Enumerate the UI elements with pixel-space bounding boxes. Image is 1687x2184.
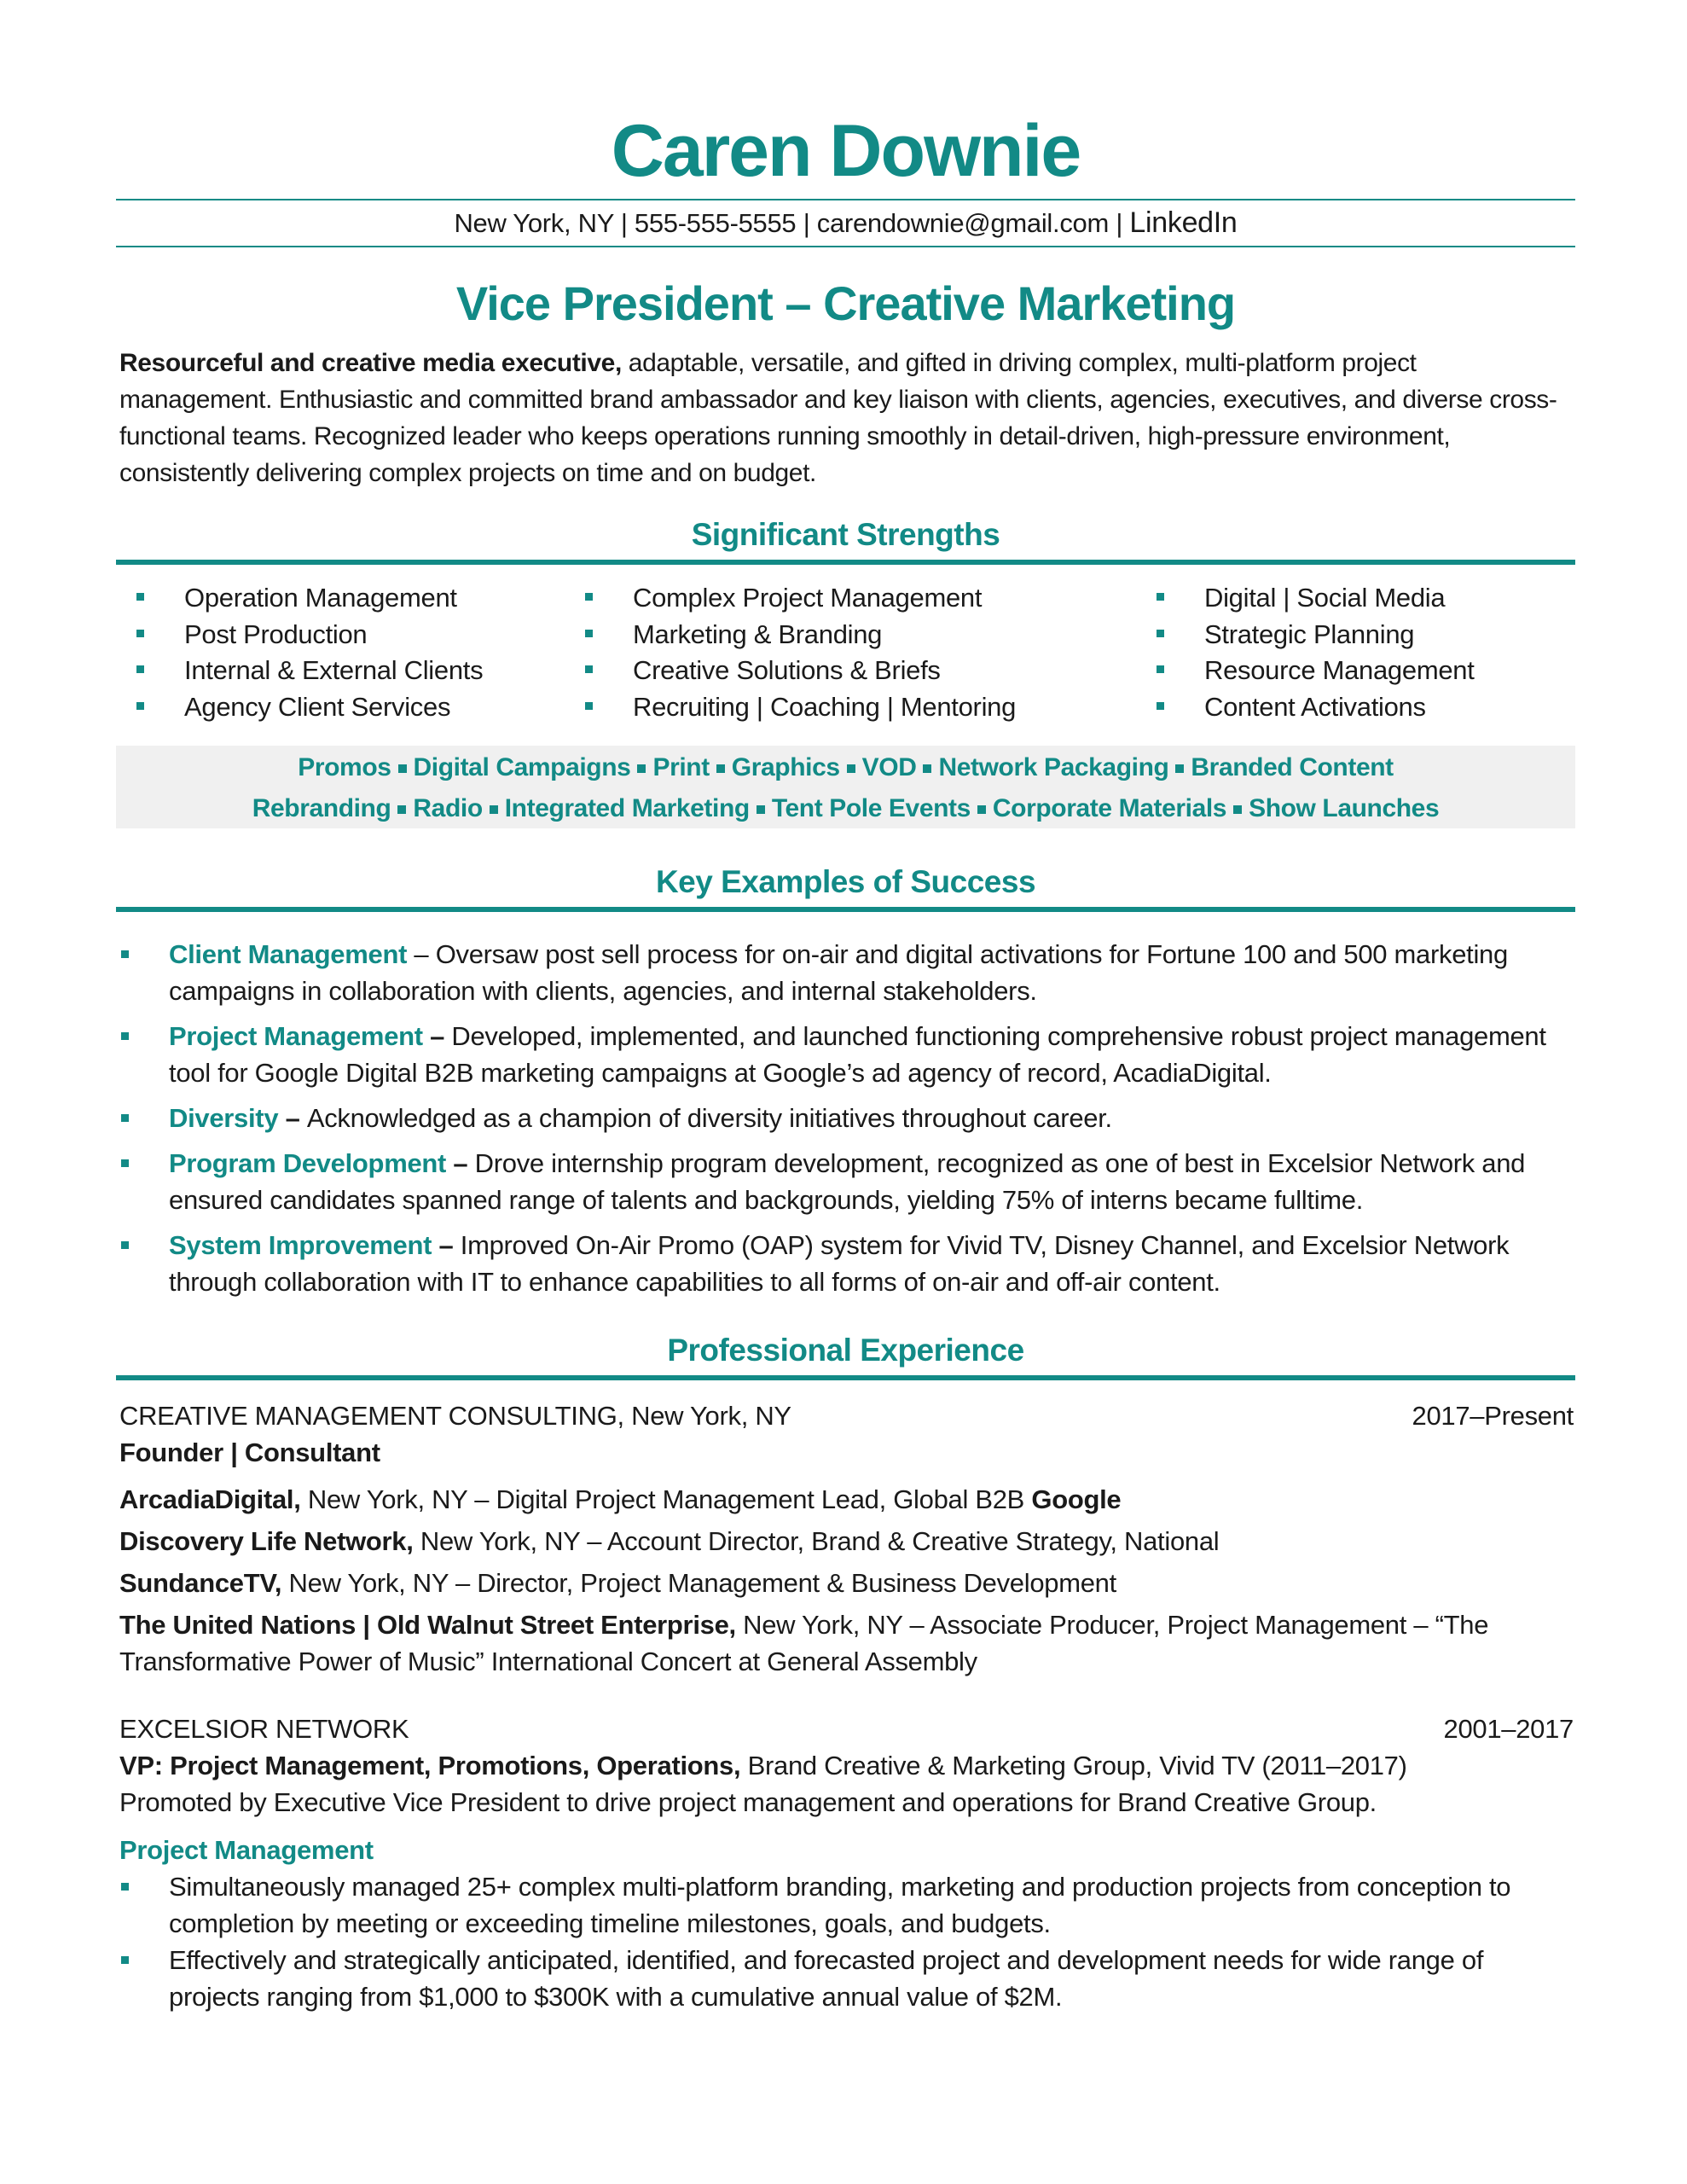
bullet-item: Simultaneously managed 25+ complex multi-platform branding, marketing and production projects from conception to completion by meeting or exceeding timeline milestones, goals, and budgets. [119, 1868, 1574, 1942]
client: SundanceTV, New York, NY – Director, Project Management & Business Development [119, 1568, 1116, 1598]
bullet-icon [121, 1883, 129, 1891]
strength-item: Digital | Social Media [1157, 580, 1475, 617]
role: VP: Project Management, Promotions, Operations, Brand Creative & Marketing Group, Vivid TV (2011–2017) [119, 1751, 1407, 1780]
summary [119, 345, 1574, 491]
bullet-icon [121, 1032, 129, 1040]
bullet-icon [585, 702, 593, 710]
client: Discovery Life Network, New York, NY – Account Director, Brand & Creative Strategy, National [119, 1526, 1220, 1556]
bullet-icon [121, 1956, 129, 1964]
bullet-icon [585, 630, 593, 637]
company: EXCELSIOR NETWORK [119, 1714, 409, 1744]
strength-item: Marketing & Branding [585, 617, 1016, 653]
bullet-icon [121, 1241, 129, 1249]
divider [116, 246, 1575, 247]
bullet-icon [136, 630, 144, 637]
summary-lead: Resourceful and creative media executive, [119, 349, 622, 377]
bullet-icon [1157, 630, 1164, 637]
summary-text: adaptable, versatile, and gifted in driving complex, multi-platform project management. Enthusiastic and committed brand ambassador and key liaison with clients, agencies, executives, and diverse cross-functional teams. Recognized leader who keeps operations running smoothly in detail-driven, high-pressure environment, consistently delivering complex projects on time and on budget. [119, 349, 1557, 487]
job-title: Vice President – Creative Marketing [455, 276, 1236, 330]
promotion-note: Promoted by Executive Vice President to drive project management and operations for Brand Creative Group. [119, 1787, 1377, 1817]
tag-line-2: Rebranding Radio Integrated Marketing Tent Pole Events Corporate Materials Show Launches [252, 794, 1440, 822]
dates: 2017–Present [1412, 1401, 1574, 1431]
bullet-icon [121, 950, 129, 958]
strength-item: Post Production [136, 617, 483, 653]
strength-item: Recruiting | Coaching | Mentoring [585, 689, 1016, 726]
strength-item: Complex Project Management [585, 580, 1016, 617]
section-bar [116, 1375, 1575, 1380]
bullet-icon [1157, 593, 1164, 601]
example-item: System Improvement – Improved On-Air Promo (OAP) system for Vivid TV, Disney Channel, and Excelsior Network through collaboration with IT to enhance capabilities to all forms of on-air and off-air content. [116, 1227, 1575, 1300]
section-heading-experience: Professional Experience [667, 1333, 1024, 1368]
separator: | [613, 208, 635, 238]
example-item: Client Management – Oversaw post sell process for on-air and digital activations for Fortune 100 and 500 marketing campaigns in collaboration with clients, agencies, and internal stakeholders. [116, 936, 1575, 1009]
location: New York, NY [454, 208, 614, 238]
bullet-icon [136, 702, 144, 710]
tag-line-1: Promos Digital Campaigns Print Graphics VOD Network Packaging Branded Content [298, 753, 1394, 781]
bullet-icon [121, 1159, 129, 1167]
strength-item: Agency Client Services [136, 689, 483, 726]
section-bar [116, 560, 1575, 565]
bullet-icon [136, 665, 144, 673]
strength-item: Resource Management [1157, 653, 1475, 689]
divider [116, 199, 1575, 200]
strengths-col-1 [136, 580, 483, 726]
skills-tag-box [116, 746, 1575, 828]
company: CREATIVE MANAGEMENT CONSULTING, New York, NY [119, 1401, 791, 1431]
bullet-item: Effectively and strategically anticipated, identified, and forecasted project and development needs for wide range of projects ranging from $1,000 to $300K with a cumulative annual value of $2M. [119, 1942, 1574, 2015]
bullet-icon [1157, 665, 1164, 673]
section-heading-strengths: Significant Strengths [691, 517, 1000, 552]
strengths-col-2 [585, 580, 1016, 726]
example-item: Diversity – Acknowledged as a champion of diversity initiatives throughout career. [116, 1100, 1575, 1136]
job-consulting [119, 1397, 1574, 1680]
examples-list [116, 936, 1575, 1309]
candidate-name: Caren Downie [611, 110, 1081, 192]
strength-item: Content Activations [1157, 689, 1475, 726]
linkedin-link[interactable]: LinkedIn [1129, 206, 1238, 239]
example-item: Project Management – Developed, implemented, and launched functioning comprehensive robust project management tool for Google Digital B2B marketing campaigns at Google’s ad agency of record, AcadiaDigital. [116, 1018, 1575, 1091]
role: Founder | Consultant [119, 1438, 380, 1467]
section-bar [116, 907, 1575, 912]
strength-item: Internal & External Clients [136, 653, 483, 689]
example-item: Program Development – Drove internship program development, recognized as one of best in Excelsior Network and ensured candidates spanned range of talents and backgrounds, yielding 75% of interns became fulltime. [116, 1145, 1575, 1218]
strengths-col-3 [1157, 580, 1475, 726]
dates: 2001–2017 [1443, 1714, 1574, 1744]
bullet-icon [136, 593, 144, 601]
bullet-icon [121, 1114, 129, 1122]
email-link[interactable]: carendownie@gmail.com [816, 208, 1109, 238]
job-excelsior [119, 1711, 1574, 2015]
phone: 555-555-5555 [634, 208, 797, 238]
bullet-icon [585, 593, 593, 601]
strength-item: Operation Management [136, 580, 483, 617]
section-heading-examples: Key Examples of Success [655, 864, 1036, 899]
client: The United Nations | Old Walnut Street Enterprise, New York, NY – Associate Producer, Project Management – “The Transformative Power of Music” International Concert at General Assembly [119, 1610, 1489, 1676]
strength-item: Strategic Planning [1157, 617, 1475, 653]
bullet-icon [585, 665, 593, 673]
contact-line [116, 206, 1575, 240]
client: ArcadiaDigital, New York, NY – Digital Project Management Lead, Global B2B Google [119, 1484, 1122, 1514]
separator: | [1109, 208, 1130, 238]
subheading: Project Management [119, 1835, 374, 1865]
bullet-icon [1157, 702, 1164, 710]
strength-item: Creative Solutions & Briefs [585, 653, 1016, 689]
separator: | [796, 208, 817, 238]
